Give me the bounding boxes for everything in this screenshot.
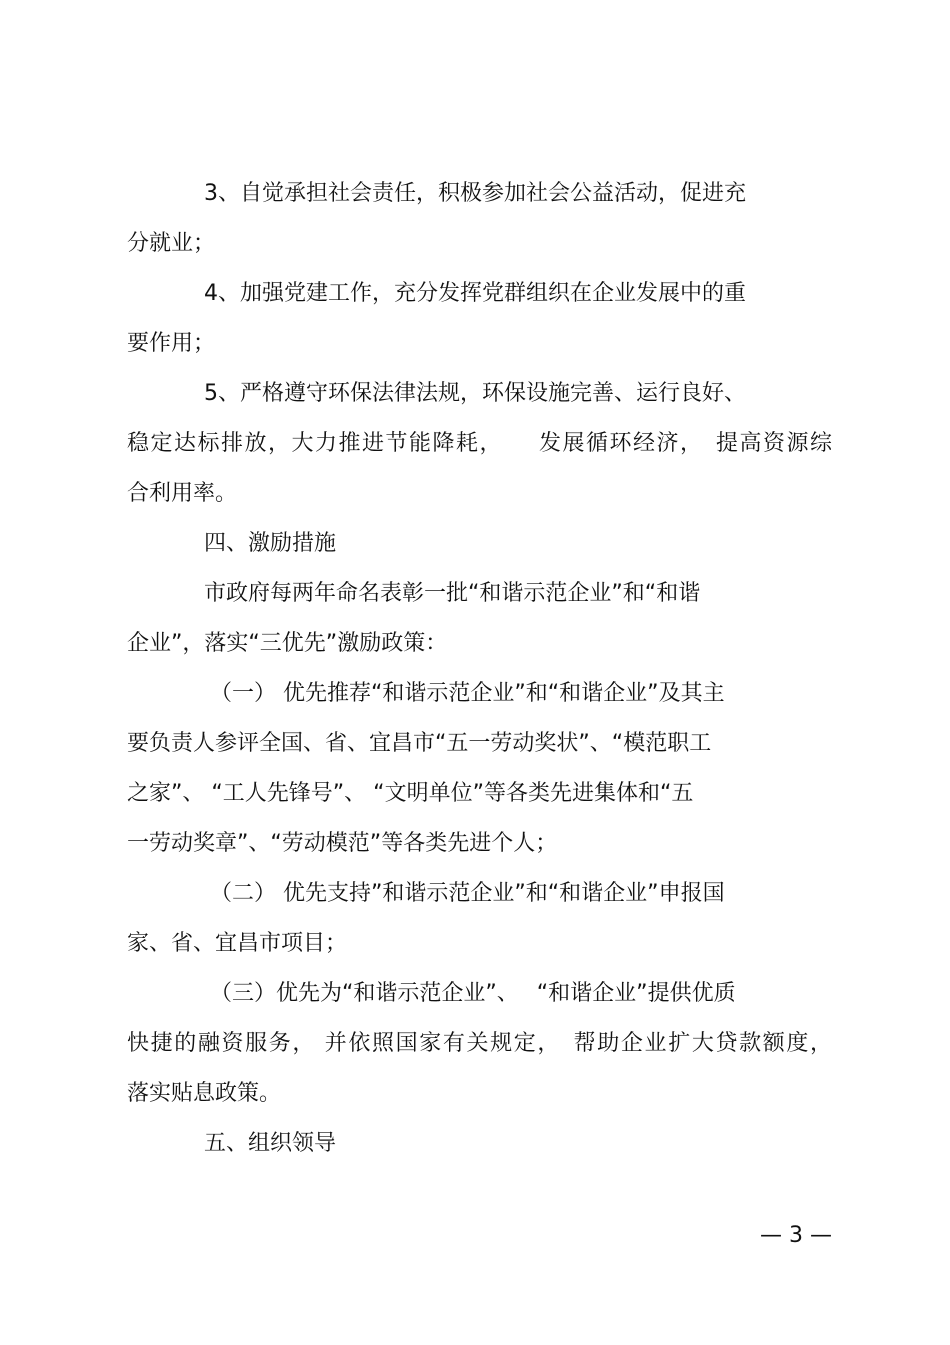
paragraph-line-19: 落实贴息政策。 — [127, 1081, 282, 1106]
paragraph-line-4: 要作用； — [127, 331, 216, 356]
paragraph-line-17: （三）优先为“和谐示范企业”、 “和谐企业”提供优质 — [210, 981, 736, 1006]
paragraph-line-2: 分就业； — [127, 231, 216, 256]
paragraph-line-1: 3、自觉承担社会责任，积极参加社会公益活动，促进充 — [204, 181, 746, 206]
paragraph-line-18: 快捷的融资服务， 并依照国家有关规定， 帮助企业扩大贷款额度， — [127, 1031, 832, 1056]
paragraph-line-7: 合利用率。 — [127, 481, 238, 506]
paragraph-line-12: 要负责人参评全国、省、宜昌市“五一劳动奖状”、“模范职工 — [127, 731, 712, 756]
paragraph-line-3: 4、加强党建工作，充分发挥党群组织在企业发展中的重 — [204, 281, 746, 306]
section-heading-4: 四、激励措施 — [204, 531, 337, 556]
paragraph-line-10: 企业”，落实“三优先”激励政策： — [127, 631, 448, 656]
paragraph-line-14: 一劳动奖章”、“劳动模范”等各类先进个人； — [127, 831, 558, 856]
paragraph-line-13: 之家”、 “工人先锋号”、 “文明单位”等各类先进集体和“五 — [127, 781, 694, 806]
paragraph-line-5: 5、严格遵守环保法律法规，环保设施完善、运行良好、 — [204, 381, 746, 406]
paragraph-line-16: 家、省、宜昌市项目； — [127, 931, 348, 956]
section-heading-5: 五、组织领导 — [204, 1131, 337, 1156]
paragraph-line-11: （一） 优先推荐“和谐示范企业”和“和谐企业”及其主 — [210, 681, 725, 706]
paragraph-line-15: （二） 优先支持”和谐示范企业”和“和谐企业”申报国 — [210, 881, 725, 906]
paragraph-line-9: 市政府每两年命名表彰一批“和谐示范企业”和“和谐 — [204, 581, 701, 606]
paragraph-line-6: 稳定达标排放，大力推进节能降耗， 发展循环经济， 提高资源综 — [127, 431, 832, 456]
page-number: — 3 — — [760, 1223, 832, 1248]
